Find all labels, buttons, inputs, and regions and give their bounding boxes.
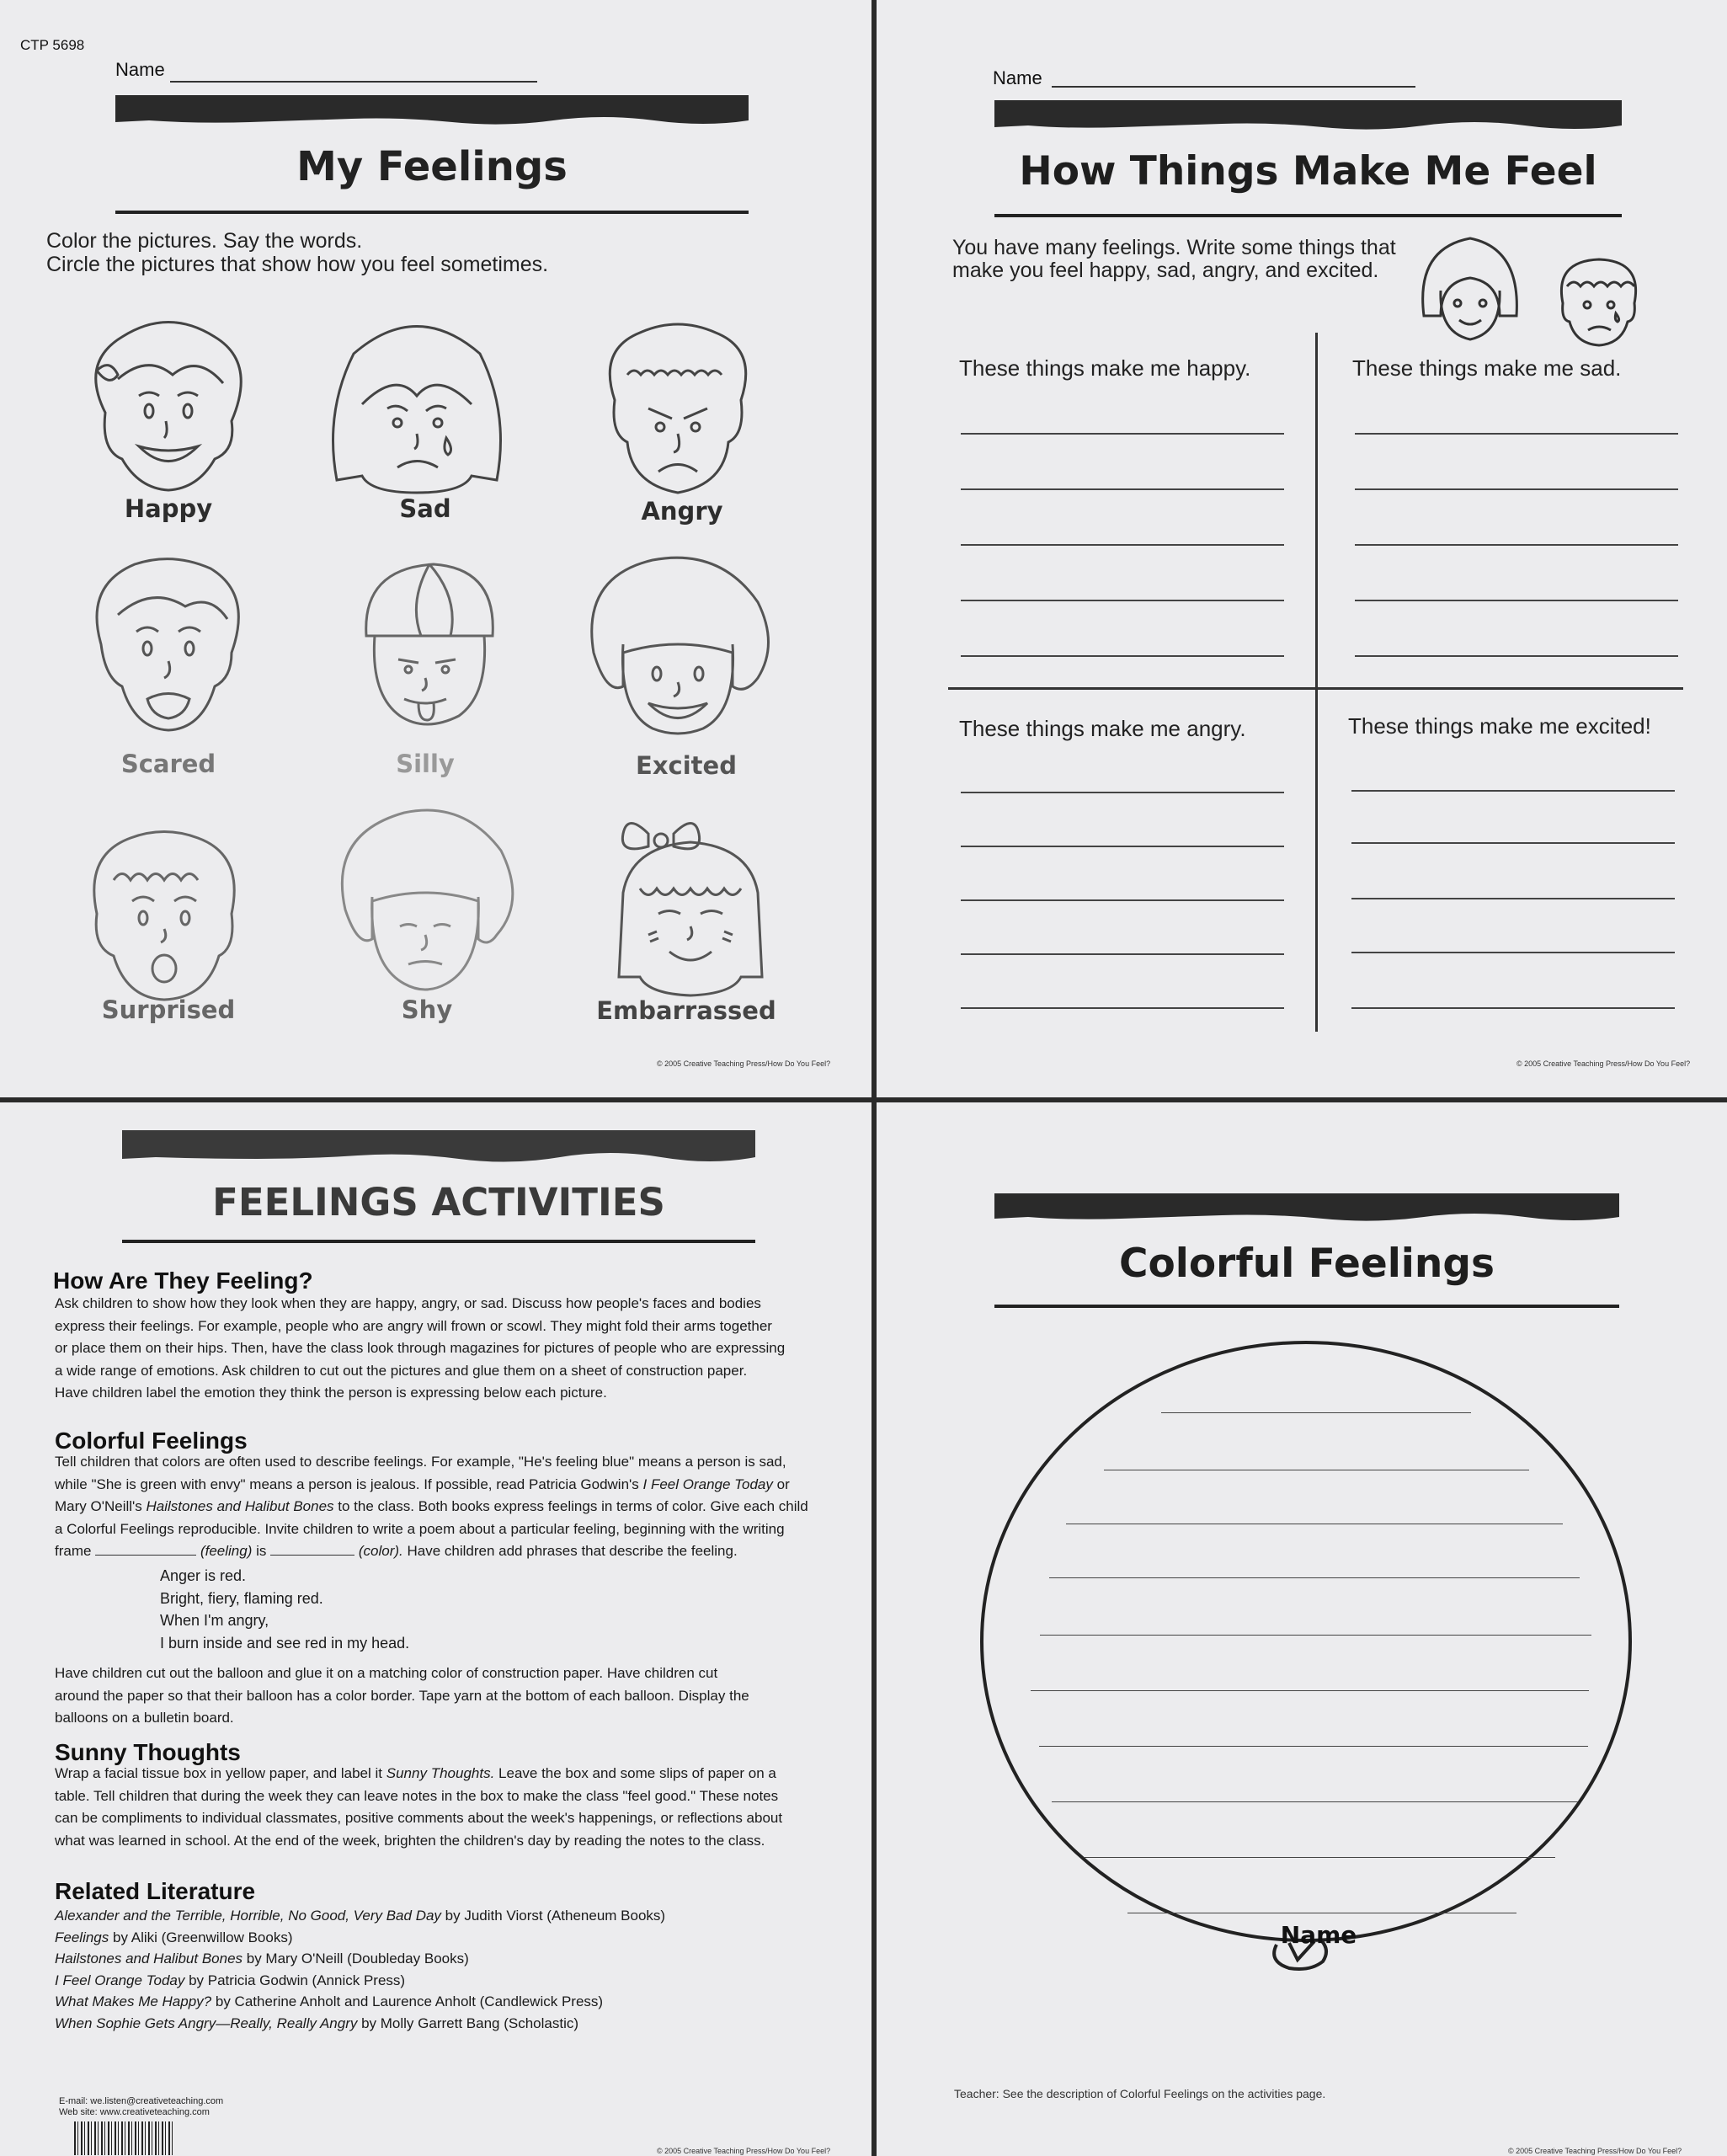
writing-line[interactable] [1355,655,1678,657]
writing-line[interactable] [961,488,1284,490]
contact-website: Web site: www.creativeteaching.com [59,2107,210,2117]
page-colorful-feelings [877,1102,1727,2156]
header-banner [994,1193,1619,1224]
copyright: © 2005 Creative Teaching Press/How Do You Feel? [657,2147,831,2155]
paragraph-how-are-they-feeling: Ask children to show how they look when they are happy, angry, or sad. Discuss how people's faces and bodies express their feelings. For example, people who are angry will frown or scowl. They might fold their arms together or place them on their hips. Then, have the class look through magazines for pictures of people who are expressing a wide range of emotions. Ask children to cut out the pictures and glue them on a sheet of construction paper. Have children label the emotion they think the person is expressing below each picture. [55,1295,786,1401]
page-title: FEELINGS ACTIVITIES [212,1180,665,1225]
header-banner [122,1130,755,1166]
heading-colorful-feelings: Colorful Feelings [55,1428,248,1454]
instruction-line-2: Circle the pictures that show how you feel sometimes. [46,253,549,276]
writing-line[interactable] [1351,842,1675,844]
excited-face-icon[interactable] [577,552,779,745]
header-banner [994,100,1622,132]
writing-line[interactable] [961,544,1284,546]
prompt-angry: These things make me angry. [959,716,1246,741]
prompt-sad: These things make me sad. [1352,355,1622,381]
literature-item: I Feel Orange Today by Patricia Godwin (Annick Press) [55,1972,406,1988]
happy-face-icon[interactable] [72,312,265,497]
contact-email: E-mail: we.listen@creativeteaching.com [59,2096,224,2106]
face-label-excited: Excited [636,751,737,780]
literature-item: Alexander and the Terrible, Horrible, No Good, Very Bad Day by Judith Viorst (Atheneum Books) [55,1908,666,1924]
page-feelings-activities [0,1102,871,2156]
balloon-icon [978,1338,1634,1978]
writing-line[interactable] [961,792,1284,793]
prompt-excited: These things make me excited! [1348,713,1651,739]
paragraph-sunny-thoughts: Wrap a facial tissue box in yellow paper, and label it Sunny Thoughts. Leave the box and some slips of paper on a table. Tell children that during the week they can leave notes in the box to make the class "feel good." These notes can be compliments to individual classmates, positive comments about the week's happenings, or reflections about what was learned in school. At the end of the week, brighten the children's day by reading the notes to the class. [55,1765,783,1849]
writing-line[interactable] [961,899,1284,901]
instruction-line-1: Color the pictures. Say the words. [46,229,363,253]
face-label-happy: Happy [124,494,213,523]
writing-line[interactable] [1351,898,1675,899]
writing-line[interactable] [1040,1635,1591,1636]
page-title: How Things Make Me Feel [1019,148,1597,195]
name-label: Name [115,59,165,80]
title-rule [115,211,749,214]
example-poem: Anger is red. Bright, fiery, flaming red. When I'm angry, I burn inside and see red in my head. [160,1567,410,1652]
writing-line[interactable] [1351,1007,1675,1009]
literature-item: Hailstones and Halibut Bones by Mary O'Neill (Doubleday Books) [55,1951,469,1967]
quadrant-divider-horizontal [948,687,1683,690]
copyright: © 2005 Creative Teaching Press/How Do You Feel? [1516,1059,1691,1068]
writing-line[interactable] [1031,1690,1589,1691]
page-how-things-make-me-feel [877,0,1727,1097]
writing-line[interactable] [961,846,1284,847]
name-label: Name [993,67,1042,88]
writing-line[interactable] [1351,790,1675,792]
writing-line[interactable] [1052,1801,1578,1802]
name-field[interactable] [170,81,537,83]
page-title: Colorful Feelings [1119,1241,1495,1287]
face-label-surprised: Surprised [101,995,236,1024]
header-banner [115,95,749,127]
face-label-angry: Angry [641,497,723,526]
writing-line[interactable] [1355,544,1678,546]
writing-line[interactable] [961,655,1284,657]
literature-item: What Makes Me Happy? by Catherine Anholt and Laurence Anholt (Candlewick Press) [55,1993,604,2009]
instruction-line-1: You have many feelings. Write some things that [952,236,1396,259]
face-label-silly: Silly [396,750,455,778]
title-rule [994,214,1622,217]
instruction-line-2: make you feel happy, sad, angry, and excited. [952,259,1379,282]
embarrassed-face-icon[interactable] [598,808,783,1002]
heading-sunny-thoughts: Sunny Thoughts [55,1739,241,1765]
page-title: My Feelings [296,143,568,190]
sad-face-icon[interactable] [320,312,514,497]
scared-face-icon[interactable] [76,552,261,737]
title-rule [994,1305,1619,1308]
paragraph-colorful-feelings: Tell children that colors are often used to describe feelings. For example, "He's feeling blue" means a person is sad, while "She is green with envy" means a person is jealous. If possible, read Patricia Godwin's I Feel Orange Today or Mary O'Neill's Hailstones and Halibut Bones to the class. Both books express feelings in terms of color. Give each child a Colorful Feelings reproducible. Invite children to write a poem about a particular feeling, beginning with the writing frame (feeling) is (color). Have children add phrases that describe the feeling. [55,1454,808,1559]
heading-how-are-they-feeling: How Are They Feeling? [53,1267,313,1294]
heading-related-literature: Related Literature [55,1878,256,1904]
surprised-face-icon[interactable] [80,821,248,1006]
face-label-shy: Shy [401,995,453,1024]
page-my-feelings [0,0,871,1097]
teacher-note: Teacher: See the description of Colorful Feelings on the activities page. [954,2087,1326,2100]
writing-line[interactable] [1049,1577,1580,1578]
writing-line[interactable] [1351,952,1675,953]
writing-line[interactable] [961,953,1284,955]
product-code: CTP 5698 [20,37,85,53]
copyright: © 2005 Creative Teaching Press/How Do You Feel? [657,1059,831,1068]
shy-face-icon[interactable] [328,800,522,1002]
paragraph-balloon-instructions: Have children cut out the balloon and glue it on a matching color of construction paper. Have children cut around the paper so that their balloon has a color border. Tape yarn at the bottom of each balloon. Display the balloons on a bulletin board. [55,1665,749,1726]
name-field[interactable] [1052,86,1415,88]
face-label-sad: Sad [399,494,451,523]
crying-boy-icon [1550,253,1647,350]
face-label-embarrassed: Embarrassed [596,996,776,1025]
writing-line[interactable] [961,600,1284,601]
writing-line[interactable] [1355,488,1678,490]
angry-face-icon[interactable] [589,316,766,501]
writing-line[interactable] [1161,1412,1471,1413]
literature-list [55,1905,863,2034]
writing-line[interactable] [1084,1857,1555,1858]
writing-line[interactable] [1355,433,1678,435]
writing-line[interactable] [961,1007,1284,1009]
writing-line[interactable] [1039,1746,1588,1747]
title-rule [122,1240,755,1243]
copyright: © 2005 Creative Teaching Press/How Do You Feel? [1508,2147,1682,2155]
face-label-scared: Scared [120,750,216,778]
literature-item: Feelings by Aliki (Greenwillow Books) [55,1929,293,1945]
barcode-icon [74,2121,173,2155]
balloon-name-label: Name [1280,1921,1357,1949]
writing-line[interactable] [961,433,1284,435]
writing-line[interactable] [1355,600,1678,601]
prompt-happy: These things make me happy. [959,355,1251,381]
quadrant-divider-vertical [1315,333,1318,1032]
smiling-girl-icon [1415,232,1525,345]
silly-face-icon[interactable] [341,552,509,737]
literature-item: When Sophie Gets Angry—Really, Really Angry by Molly Garrett Bang (Scholastic) [55,2015,579,2031]
